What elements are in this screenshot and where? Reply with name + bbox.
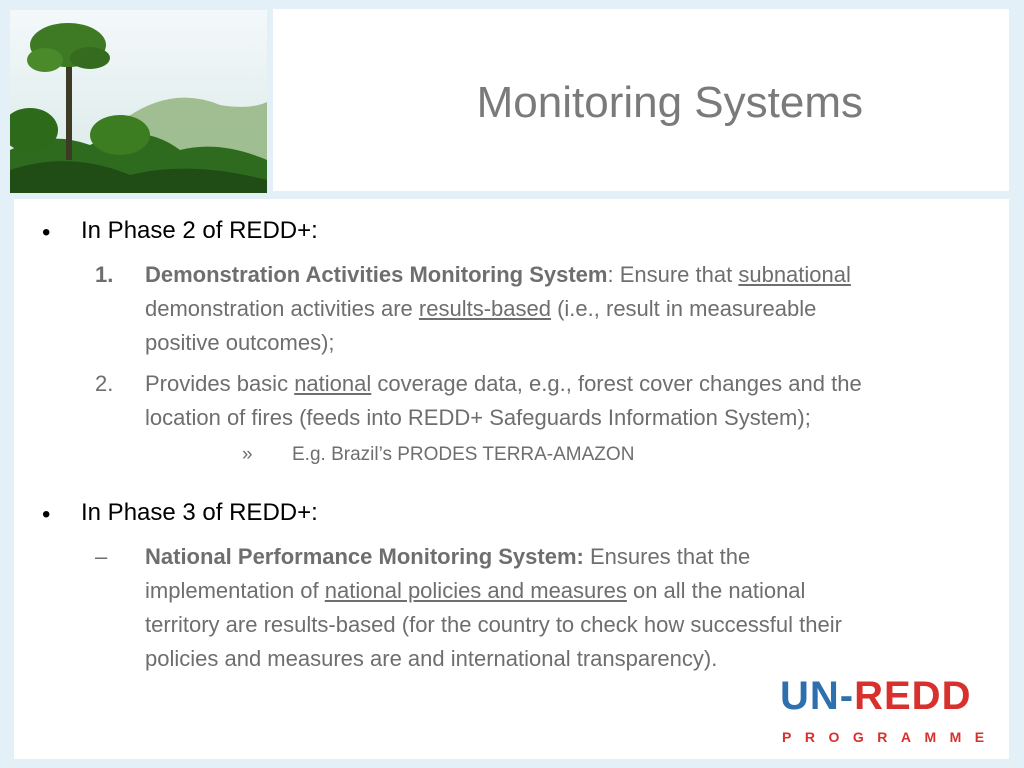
phase3-underline: national policies and measures — [324, 578, 627, 603]
phase3-t3: on all the national — [626, 578, 806, 603]
phase3-t1: Ensures that the — [583, 544, 751, 569]
logo-dash: - — [839, 674, 855, 718]
sub-example: E.g. Brazil’s PRODES TERRA-AMAZON — [292, 444, 635, 465]
logo-programme: PROGRAMME — [782, 729, 998, 745]
item1-number: 1. — [95, 262, 114, 287]
title-panel — [273, 9, 1009, 191]
item2-number: 2. — [95, 371, 114, 396]
item1-t1: : Ensure that — [607, 262, 739, 287]
phase3-bold: National Performance Monitoring System: — [145, 544, 584, 569]
logo-un: UN — [780, 674, 840, 718]
dash-marker: – — [95, 544, 108, 569]
bullet-icon: • — [42, 501, 51, 528]
item1-t4: positive outcomes); — [145, 330, 335, 355]
item1-t2: demonstration activities are — [145, 296, 419, 321]
un-redd-logo — [780, 674, 998, 746]
phase3-heading: In Phase 3 of REDD+: — [81, 499, 318, 526]
phase3-t4: territory are results-based (for the country to check how successful their — [145, 612, 842, 637]
forest-photo — [10, 10, 267, 193]
logo-redd: REDD — [854, 674, 972, 718]
item2-t2: coverage data, e.g., forest cover changes and the — [371, 371, 862, 396]
item2-text — [145, 367, 995, 435]
phase3-item-text — [145, 540, 995, 676]
phase3-t2: implementation of — [145, 578, 325, 603]
item1-underline-subnational: subnational — [738, 262, 851, 287]
item1-text — [145, 258, 995, 360]
item1-bold: Demonstration Activities Monitoring System — [145, 262, 608, 287]
item1-underline-results: results-based — [418, 296, 551, 321]
item2-t3: location of fires (feeds into REDD+ Safeguards Information System); — [145, 405, 811, 430]
item2-underline-national: national — [294, 371, 372, 396]
item2-t1: Provides basic — [145, 371, 295, 396]
slide-title: Monitoring Systems — [476, 78, 863, 127]
phase2-heading: In Phase 2 of REDD+: — [81, 217, 318, 244]
sub-marker: » — [242, 444, 253, 465]
item1-t3: (i.e., result in measureable — [550, 296, 817, 321]
bullet-icon: • — [42, 219, 51, 246]
phase3-t5: policies and measures are and international transparency). — [145, 646, 718, 671]
